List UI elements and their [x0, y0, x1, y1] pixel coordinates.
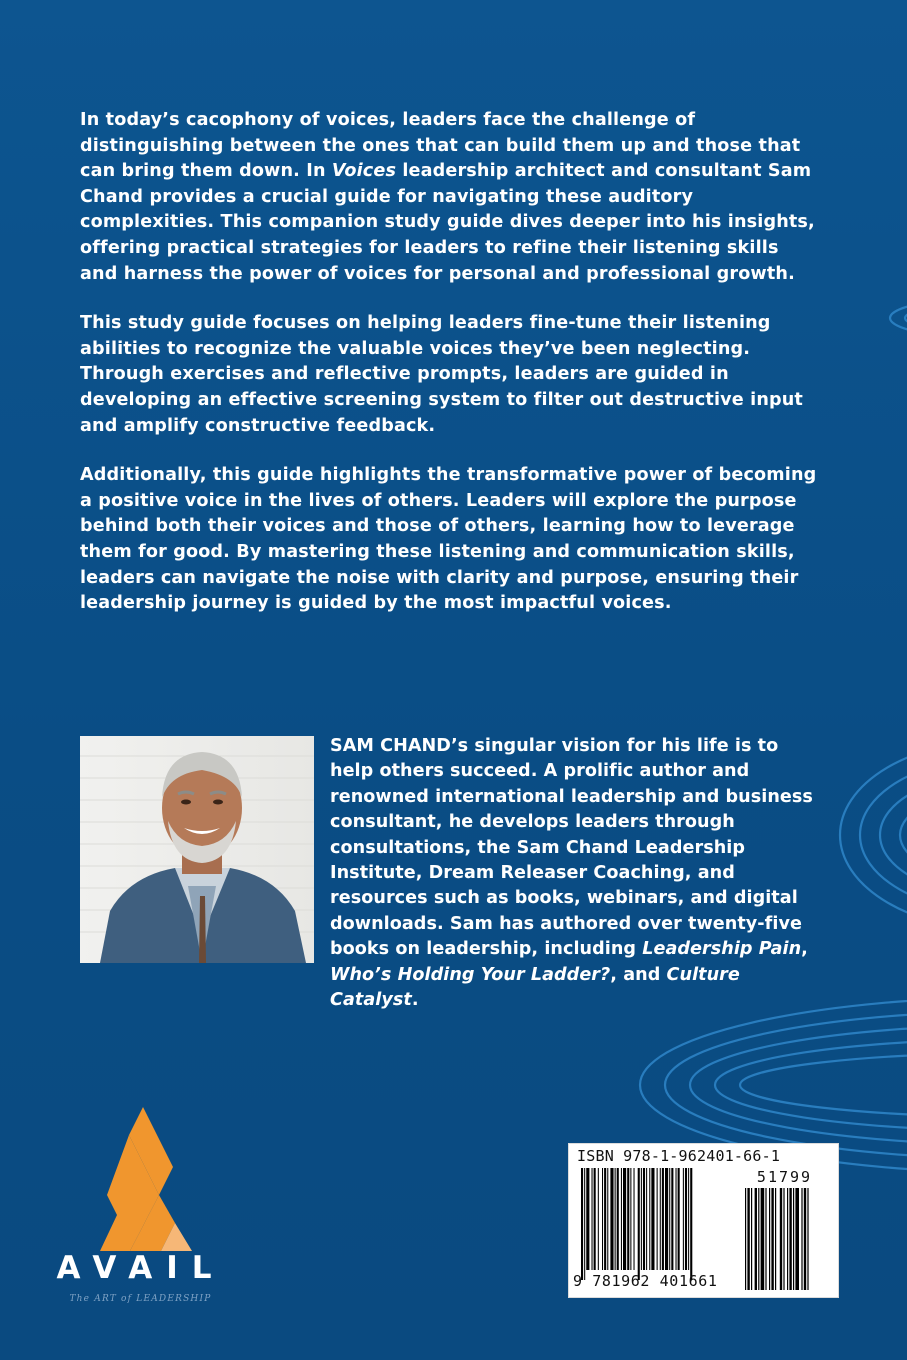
book-description	[80, 108, 818, 641]
book-title-whos-holding-your-ladder: Who’s Holding Your Ladder?	[330, 964, 611, 985]
author-name: SAM CHAND	[330, 736, 451, 756]
isbn-barcode	[568, 1143, 839, 1298]
author-bio: SAM CHAND’s singular vision for his life is to help others succeed. A prolific author and renowned international leadership and business consultant, he develops leaders through consultations, the Sam Chand Leadership Institute, Dream Releaser Coaching, and resources such as books, webinars, and digital downloads. Sam has authored over twenty-five books on leadership, including Leadership Pain, Who’s Holding Your Ladder?, and Culture Catalyst.	[330, 736, 813, 1011]
book-title-voices: Voices	[331, 161, 397, 182]
isbn-number: ISBN 978-1-962401-66-1	[577, 1147, 781, 1165]
book-title-culture-catalyst: Culture Catalyst	[330, 964, 740, 1011]
author-photo	[80, 736, 314, 963]
ean-digits: 9 781962 401661	[573, 1272, 718, 1290]
description-paragraph-3: Additionally, this guide highlights the transformative power of becoming a positive voice in the lives of others. Leaders will explore the purpose behind both their voices and those of others, learning how to leverage them for good. By mastering these listening and communication skills, leaders can navigate the noise with clarity and purpose, ensuring their leadership journey is guided by the most impactful voices.	[80, 465, 817, 614]
publisher-wordmark: AVAIL	[56, 1250, 226, 1286]
book-title-leadership-pain: Leadership Pain	[642, 939, 802, 960]
description-paragraph-1: In today’s cacophony of voices, leaders face the challenge of distinguishing between the ones that can build them up and those that can bring them down. In Voices leadership architect and consultant Sam Chand provides a crucial guide for navigating these auditory complexities. This companion study guide dives deeper into his insights, offering practical strategies for leaders to refine their listening skills and harness the power of voices for personal and professional growth.	[80, 110, 815, 284]
description-paragraph-2: This study guide focuses on helping leaders fine-tune their listening abilities to recognize the valuable voices they’ve been neglecting. Through exercises and reflective prompts, leaders are guided in developing an effective screening system to filter out destructive input and amplify constructive feedback.	[80, 313, 803, 436]
price-addon-number: 51799	[756, 1168, 813, 1186]
publisher-tagline: The ART of LEADERSHIP	[69, 1294, 212, 1304]
author-portrait-image	[80, 736, 314, 963]
